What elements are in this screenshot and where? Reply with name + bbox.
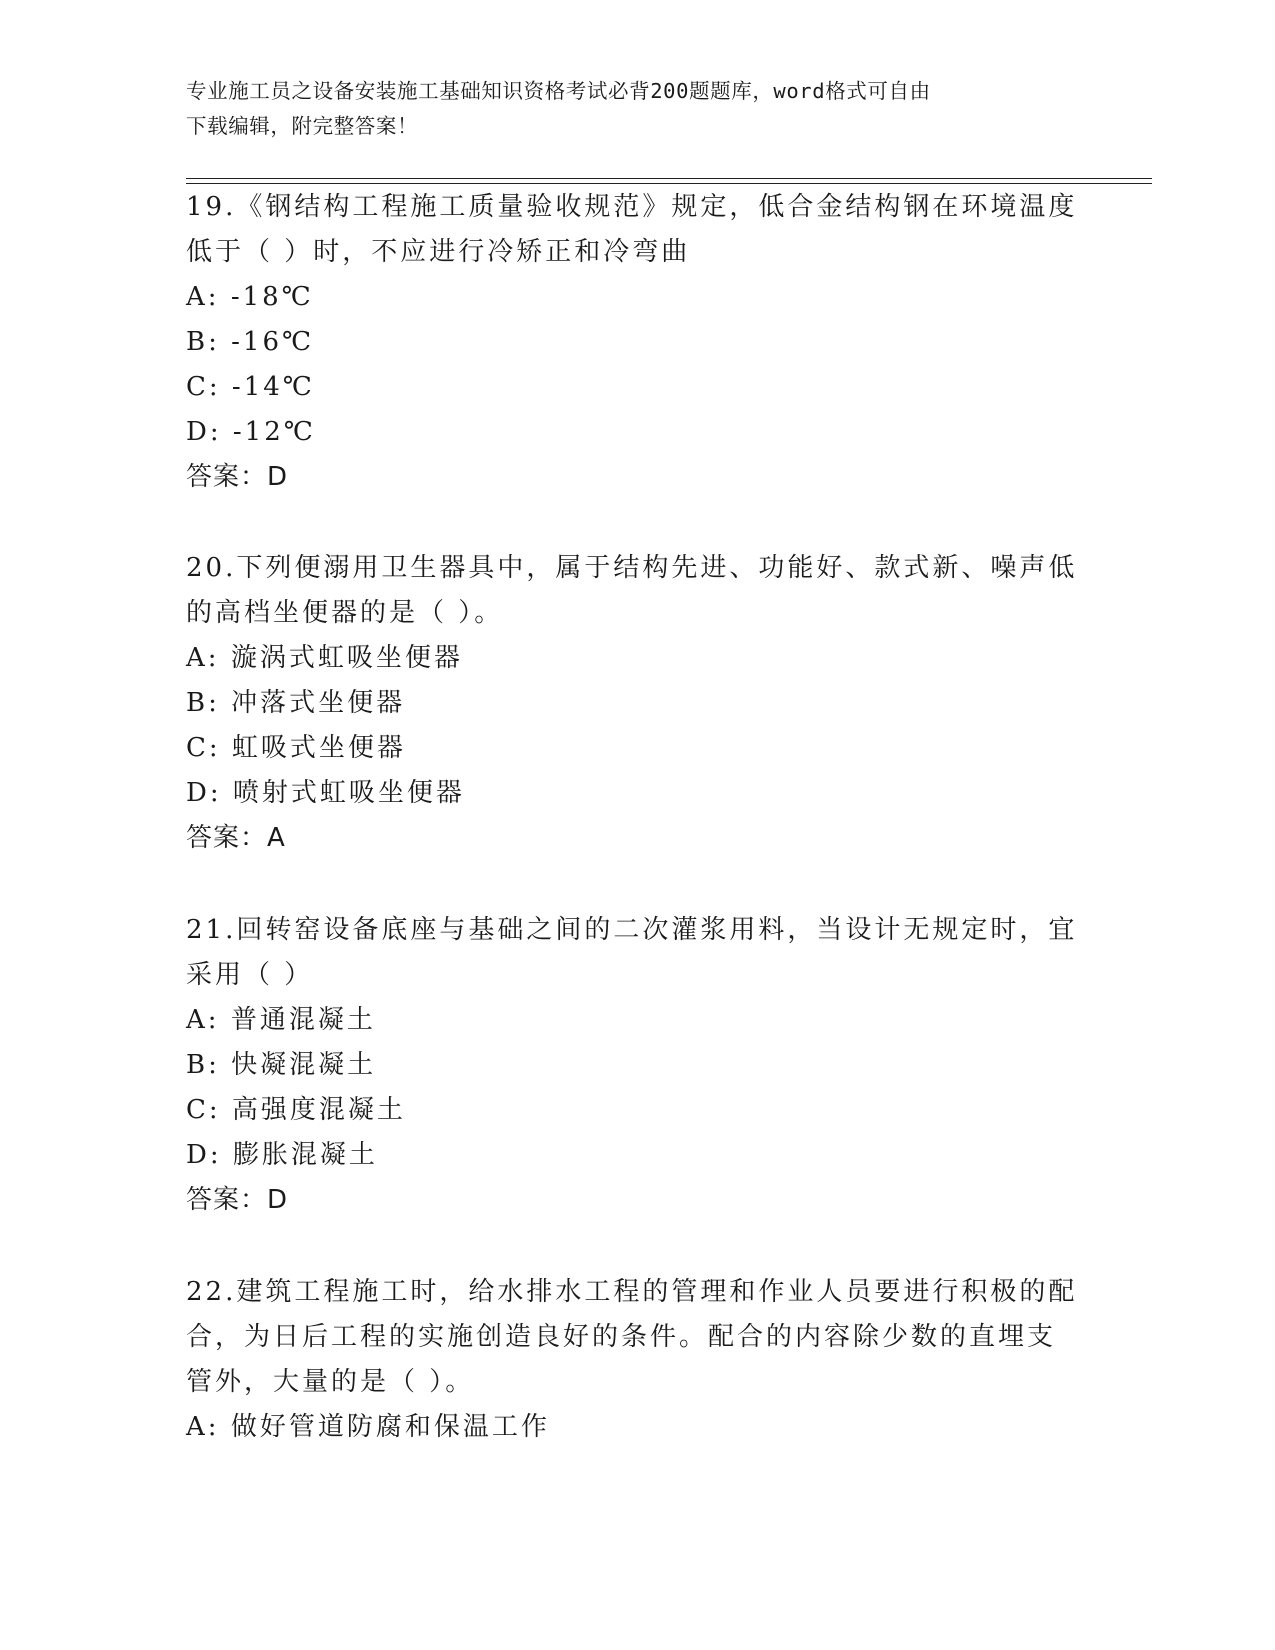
option-b: B: -16℃ [186, 327, 315, 357]
question-stem-line: 管外，大量的是（ ）。 [186, 1367, 475, 1397]
question-22 [186, 1270, 1086, 1450]
question-stem-line: 的高档坐便器的是（ ）。 [186, 598, 504, 628]
question-19 [186, 185, 1086, 500]
header-line-1: 专业施工员之设备安装施工基础知识资格考试必背200题题库，word格式可自由 [186, 79, 931, 103]
option-b: B: 快凝混凝土 [186, 1050, 377, 1080]
option-a: A: 普通混凝土 [186, 1005, 376, 1035]
option-a: A: -18℃ [186, 282, 314, 312]
option-a: A: 做好管道防腐和保温工作 [186, 1412, 550, 1442]
question-stem-line: 合，为日后工程的实施创造良好的条件。配合的内容除少数的直埋支 [186, 1322, 1057, 1352]
header-line-2: 下载编辑，附完整答案！ [186, 114, 419, 138]
header-divider-top [186, 178, 1152, 179]
question-21 [186, 908, 1086, 1223]
question-stem-line: 19.《钢结构工程施工质量验收规范》规定，低合金结构钢在环境温度 [186, 192, 1078, 222]
question-20 [186, 546, 1086, 861]
option-c: C: 虹吸式坐便器 [186, 733, 406, 763]
option-b: B: 冲落式坐便器 [186, 688, 406, 718]
option-c: C: -14℃ [186, 372, 315, 402]
document-header [186, 74, 1076, 144]
question-stem-line: 低于（ ）时，不应进行冷矫正和冷弯曲 [186, 237, 691, 267]
question-stem-line: 21.回转窑设备底座与基础之间的二次灌浆用料，当设计无规定时，宜 [186, 915, 1078, 945]
question-stem-line: 采用（ ） [186, 960, 314, 990]
answer: 答案：A [186, 823, 286, 853]
header-divider-bottom [186, 183, 1152, 184]
option-a: A: 漩涡式虹吸坐便器 [186, 643, 463, 673]
option-c: C: 高强度混凝土 [186, 1095, 406, 1125]
option-d: D: 膨胀混凝土 [186, 1140, 378, 1170]
question-stem-line: 20.下列便溺用卫生器具中，属于结构先进、功能好、款式新、噪声低 [186, 553, 1078, 583]
option-d: D: -12℃ [186, 417, 316, 447]
answer: 答案：D [186, 462, 289, 492]
option-d: D: 喷射式虹吸坐便器 [186, 778, 465, 808]
question-stem-line: 22.建筑工程施工时，给水排水工程的管理和作业人员要进行积极的配 [186, 1277, 1078, 1307]
answer: 答案：D [186, 1185, 289, 1215]
